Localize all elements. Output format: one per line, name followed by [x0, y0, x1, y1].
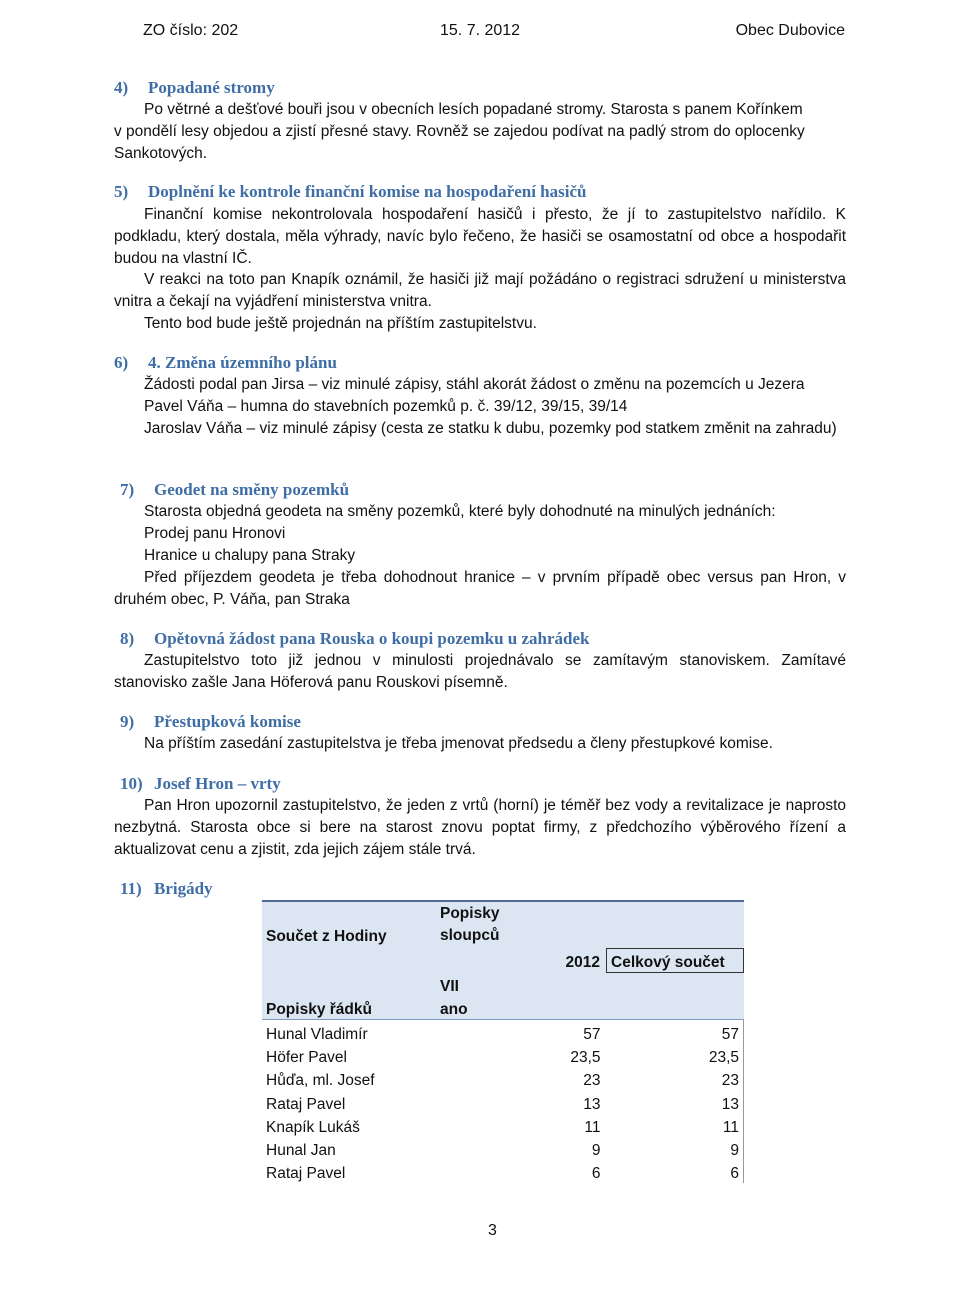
brigady-pivot-table	[262, 900, 744, 1183]
pivot-body	[262, 1020, 744, 1184]
pivot-row-name: Hůďa, ml. Josef	[266, 1072, 375, 1090]
pivot-row-name: Hunal Jan	[266, 1142, 336, 1160]
pivot-row-name: Höfer Pavel	[266, 1048, 347, 1066]
pivot-row-2012-value: 57	[583, 1025, 601, 1043]
pivot-row-total-value: 9	[607, 1137, 744, 1160]
section-4-line-1: Po větrné a dešťové bouři jsou v obecních lesích popadané stromy. Starosta s panem Kořínkem	[144, 101, 803, 118]
section-4-line-2: v pondělí lesy objedou a zjistí přesné stavy. Rovněž se zajedou podívat na padlý strom do oplocenky	[114, 123, 805, 140]
section-7-heading: 7) Geodet na směny pozemků	[120, 480, 350, 499]
pivot-row-total-value: 23,5	[607, 1044, 744, 1067]
pivot-row-2012-value: 23,5	[570, 1048, 601, 1066]
section-5-paragraph-3: Tento bod bude ještě projednán na příštím zastupitelstvu.	[144, 315, 537, 332]
pivot-row-total-value: 13	[607, 1090, 744, 1113]
header-municipality: Obec Dubovice	[735, 22, 845, 39]
pivot-row-2012-value: 6	[591, 1165, 601, 1183]
pivot-row	[262, 1044, 744, 1067]
pivot-sub-header: ano	[436, 996, 550, 1020]
pivot-row-total-value: 23	[607, 1067, 744, 1090]
pivot-row	[262, 1114, 744, 1137]
section-6-paragraph-3: Jaroslav Váňa – viz minulé zápisy (cesta ze statku k dubu, pozemky pod statkem změnit na zahradu)	[144, 420, 837, 437]
header-document-number: ZO číslo: 202	[143, 22, 239, 39]
pivot-row-name: Rataj Pavel	[266, 1095, 346, 1113]
section-10-heading: 10) Josef Hron – vrty	[120, 774, 281, 793]
pivot-row-total-value: 11	[607, 1114, 744, 1137]
pivot-value-field-label: Součet z Hodiny	[262, 901, 436, 972]
pivot-row-2012-value: 11	[584, 1118, 601, 1136]
pivot-row-total-value: 57	[607, 1020, 744, 1044]
section-10-paragraph: Pan Hron upozornil zastupitelstvo, že jeden z vrtů (horní) je téměř bez vody a revitalizace je naprosto nezbytná. Starosta obce si bere na starost znovu poptat firmy, z předchozího výběrového řízení a aktualizovat cenu a zjistit, zda jejich zájem stále trvá.	[114, 797, 846, 858]
pivot-row-labels-caption: Popisky řádků	[262, 996, 436, 1020]
section-4-heading: 4) Popadané stromy	[114, 78, 275, 97]
section-8-paragraph: Zastupitelstvo toto již jednou v minulosti projednávalo se zamítavým stanoviskem. Zamítavé stanovisko zašle Jana Höferová panu Rouskovi písemně.	[114, 652, 846, 691]
pivot-header-row-4	[262, 996, 744, 1020]
section-7-line-3: Hranice u chalupy pana Straky	[144, 547, 356, 564]
section-7-paragraph-4: Před příjezdem geodeta je třeba dohodnout hranice – v prvním případě obec versus pan Hron, v druhém obec, P. Váňa, pan Straka	[114, 569, 846, 608]
page-header	[143, 22, 845, 42]
section-6-line-2: Pavel Váňa – humna do stavebních pozemků p. č. 39/12, 39/15, 39/14	[144, 398, 628, 415]
page-number: 3	[488, 1222, 497, 1239]
pivot-header-row-3	[262, 972, 744, 996]
pivot-row	[262, 1020, 744, 1044]
pivot-row-name: Rataj Pavel	[266, 1165, 346, 1183]
pivot-month-header: VII	[436, 972, 550, 996]
pivot-row	[262, 1090, 744, 1113]
pivot-year-header: 2012	[550, 948, 607, 972]
section-4-line-3: Sankotových.	[114, 145, 208, 162]
section-7-line-1: Starosta objedná geodeta na směny pozemků, které byly dohodnuté na minulých jednáních:	[144, 503, 776, 520]
section-9-heading: 9) Přestupková komise	[120, 712, 301, 731]
section-8-heading: 8) Opětovná žádost pana Rouska o koupi pozemku u zahrádek	[120, 629, 590, 648]
section-5-paragraph-1: Finanční komise nekontrolovala hospodaření hasičů i přesto, že jí to zastupitelstvo nařídilo. K podkladu, který dostala, měla výhrady, navíc bylo řečeno, že hasiči se osamostatní od obce a hospodařit budou na vlastní IČ.	[114, 206, 846, 267]
section-5-heading: 5) Doplnění ke kontrole finanční komise na hospodaření hasičů	[114, 182, 587, 201]
section-6-line-1: Žádosti podal pan Jirsa – viz minulé zápisy, stáhl akorát žádost o změnu na pozemcích u Jezera	[144, 376, 805, 393]
header-date: 15. 7. 2012	[440, 22, 521, 39]
pivot-row-total-value: 6	[607, 1160, 744, 1183]
pivot-grand-total-header: Celkový součet	[607, 948, 744, 972]
pivot-header-row-1	[262, 901, 744, 948]
section-11-heading: 11) Brigády	[120, 879, 213, 898]
pivot-row-name: Hunal Vladimír	[266, 1025, 368, 1043]
section-6-heading: 6) 4. Změna územního plánu	[114, 353, 337, 372]
pivot-row-2012-value: 13	[583, 1095, 601, 1113]
pivot-row-2012-value: 23	[583, 1072, 601, 1090]
pivot-row	[262, 1137, 744, 1160]
pivot-row	[262, 1160, 744, 1183]
section-7-line-2: Prodej panu Hronovi	[144, 525, 286, 542]
pivot-column-labels-caption: Popisky sloupců	[436, 901, 607, 948]
pivot-row-name: Knapík Lukáš	[266, 1118, 360, 1136]
pivot-row	[262, 1067, 744, 1090]
pivot-row-2012-value: 9	[591, 1142, 601, 1160]
section-9-line-1: Na příštím zasedání zastupitelstva je třeba jmenovat předsedu a členy přestupkové komise.	[144, 735, 773, 752]
section-5-paragraph-2: V reakci na toto pan Knapík oznámil, že hasiči již mají požádáno o registraci sdružení u ministerstva vnitra a čekají na vyjádření ministerstva vnitra.	[114, 271, 846, 310]
